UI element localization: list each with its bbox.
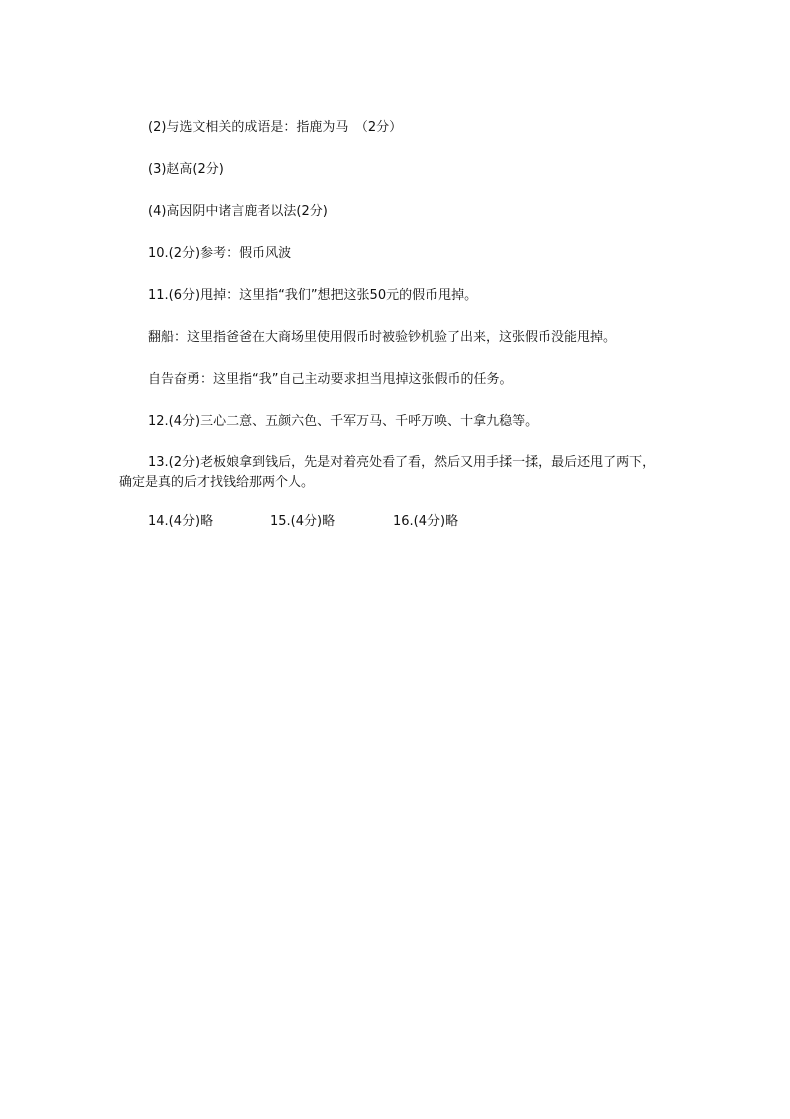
answer-line-zigaofenyong: 自告奋勇：这里指“我”自己主动要求担当甩掉这张假币的任务。	[148, 372, 513, 387]
answer-line-3: (3)赵高(2分)	[148, 162, 224, 177]
answer-item-16: 16.(4分)略	[393, 514, 459, 529]
answer-line-10: 10.(2分)参考：假币风波	[148, 246, 292, 261]
answer-item-15: 15.(4分)略	[270, 514, 336, 529]
answer-line-4: (4)高因阴中诸言鹿者以法(2分)	[148, 204, 328, 219]
answer-line-fanchuan: 翻船：这里指爸爸在大商场里使用假币时被验钞机验了出来，这张假币没能甩掉。	[148, 330, 617, 345]
answer-item-14: 14.(4分)略	[148, 514, 214, 529]
answer-line-11: 11.(6分)甩掉：这里指“我们”想把这张50元的假币甩掉。	[148, 288, 478, 303]
answer-line-12: 12.(4分)三心二意、五颜六色、千军万马、千呼万唤、十拿九稳等。	[148, 414, 539, 429]
answer-line-2: (2)与选文相关的成语是：指鹿为马 （2分）	[148, 120, 403, 135]
answer-paragraph-13: 13.(2分)老板娘拿到钱后，先是对着亮处看了看，然后又用手揉一揉，最后还甩了两下，确定是真的后才找钱给那两个人。	[119, 455, 656, 490]
